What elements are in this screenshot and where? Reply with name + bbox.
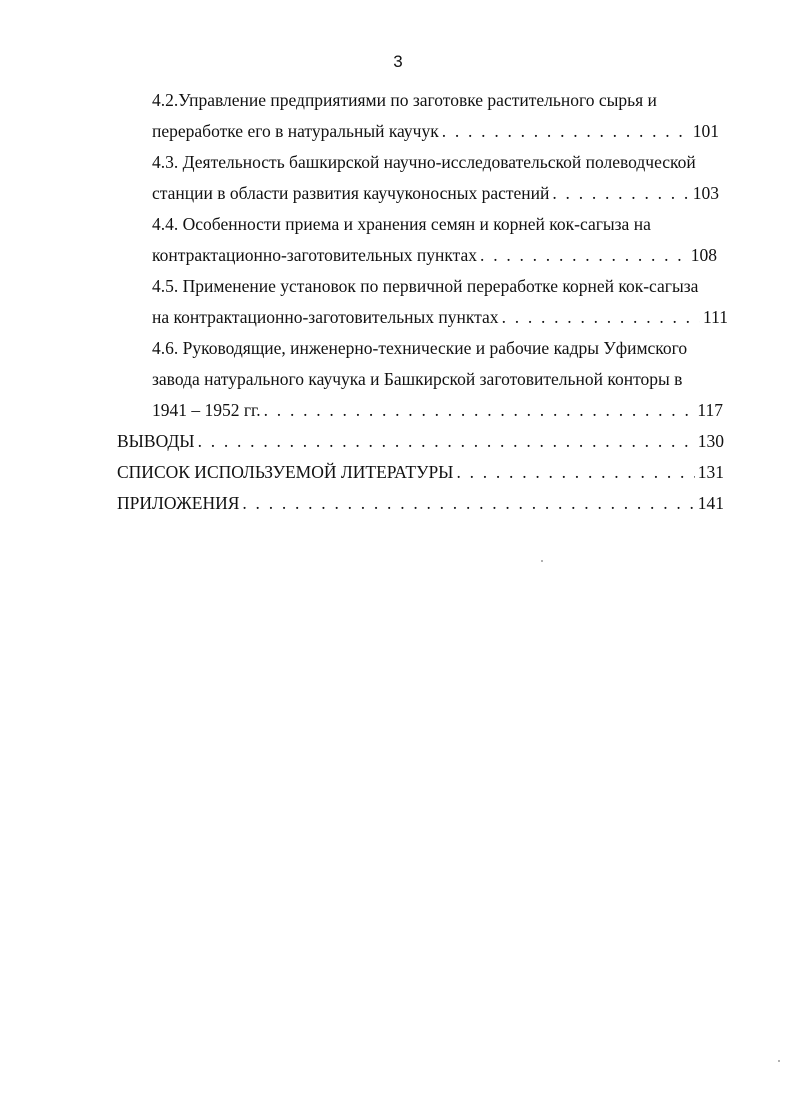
toc-entry-4-2-line-1: 4.2.Управление предприятиями по заготовке растительного сырья и xyxy=(152,90,657,110)
dot-leader xyxy=(198,425,695,457)
scan-speck xyxy=(541,560,543,562)
toc-entry-4-6-line-2: завода натурального каучука и Башкирской заготовительной конторы в xyxy=(152,369,683,389)
dot-leader xyxy=(264,394,695,426)
toc-entry-4-2-line-2: переработке его в натуральный каучук xyxy=(152,121,439,141)
toc-entry-4-6-line-1: 4.6. Руководящие, инженерно-технические и рабочие кадры Уфимского xyxy=(152,338,688,358)
toc-section-bibliography-title: СПИСОК ИСПОЛЬЗУЕМОЙ ЛИТЕРАТУРЫ xyxy=(117,462,454,482)
toc-section-bibliography[interactable] xyxy=(117,456,724,488)
toc-entry-4-3-page: 103 xyxy=(692,183,719,203)
toc-entry-4-4-line-2: контрактационно-заготовительных пунктах xyxy=(152,245,478,265)
toc-section-appendices-title: ПРИЛОЖЕНИЯ xyxy=(117,493,240,513)
dot-leader xyxy=(480,239,688,271)
toc-entry-4-6-page: 117 xyxy=(697,400,723,420)
toc-entry-4-4[interactable] xyxy=(152,239,717,271)
dot-leader xyxy=(502,301,700,333)
toc-section-appendices[interactable] xyxy=(117,487,724,519)
toc-entry-4-4-line-1: 4.4. Особенности приема и хранения семян и корней кок-сагыза на xyxy=(152,214,651,234)
toc-entry-4-3-line-2: станции в области развития каучуконосных растений xyxy=(152,183,550,203)
toc-section-conclusions-title: ВЫВОДЫ xyxy=(117,431,195,451)
toc-entry-4-3[interactable] xyxy=(152,177,719,209)
toc-entry-4-4-page: 108 xyxy=(690,245,717,265)
toc-entry-4-3-line-1: 4.3. Деятельность башкирской научно-исследовательской полеводческой xyxy=(152,152,696,172)
toc-entry-4-2[interactable] xyxy=(152,115,719,147)
toc-section-conclusions-page: 130 xyxy=(697,431,724,451)
dot-leader xyxy=(242,487,694,519)
dot-leader xyxy=(456,456,694,488)
toc-section-conclusions[interactable] xyxy=(117,425,724,457)
toc-section-bibliography-page: 131 xyxy=(697,462,724,482)
toc-entry-4-5-page: 111 xyxy=(703,307,728,327)
toc-entry-4-2-page: 101 xyxy=(692,121,719,141)
scan-speck xyxy=(778,1060,780,1062)
toc-entry-4-5[interactable] xyxy=(152,301,728,333)
page-number: 3 xyxy=(393,52,403,71)
toc-entry-4-6[interactable] xyxy=(152,394,723,426)
dot-leader xyxy=(552,177,689,209)
toc-section-appendices-page: 141 xyxy=(697,493,724,513)
dot-leader xyxy=(442,115,690,147)
toc-entry-4-5-line-1: 4.5. Применение установок по первичной переработке корней кок-сагыза xyxy=(152,276,699,296)
toc-entry-4-5-line-2: на контрактационно-заготовительных пунктах xyxy=(152,307,499,327)
toc-entry-4-6-line-3: 1941 – 1952 гг. xyxy=(152,400,261,420)
